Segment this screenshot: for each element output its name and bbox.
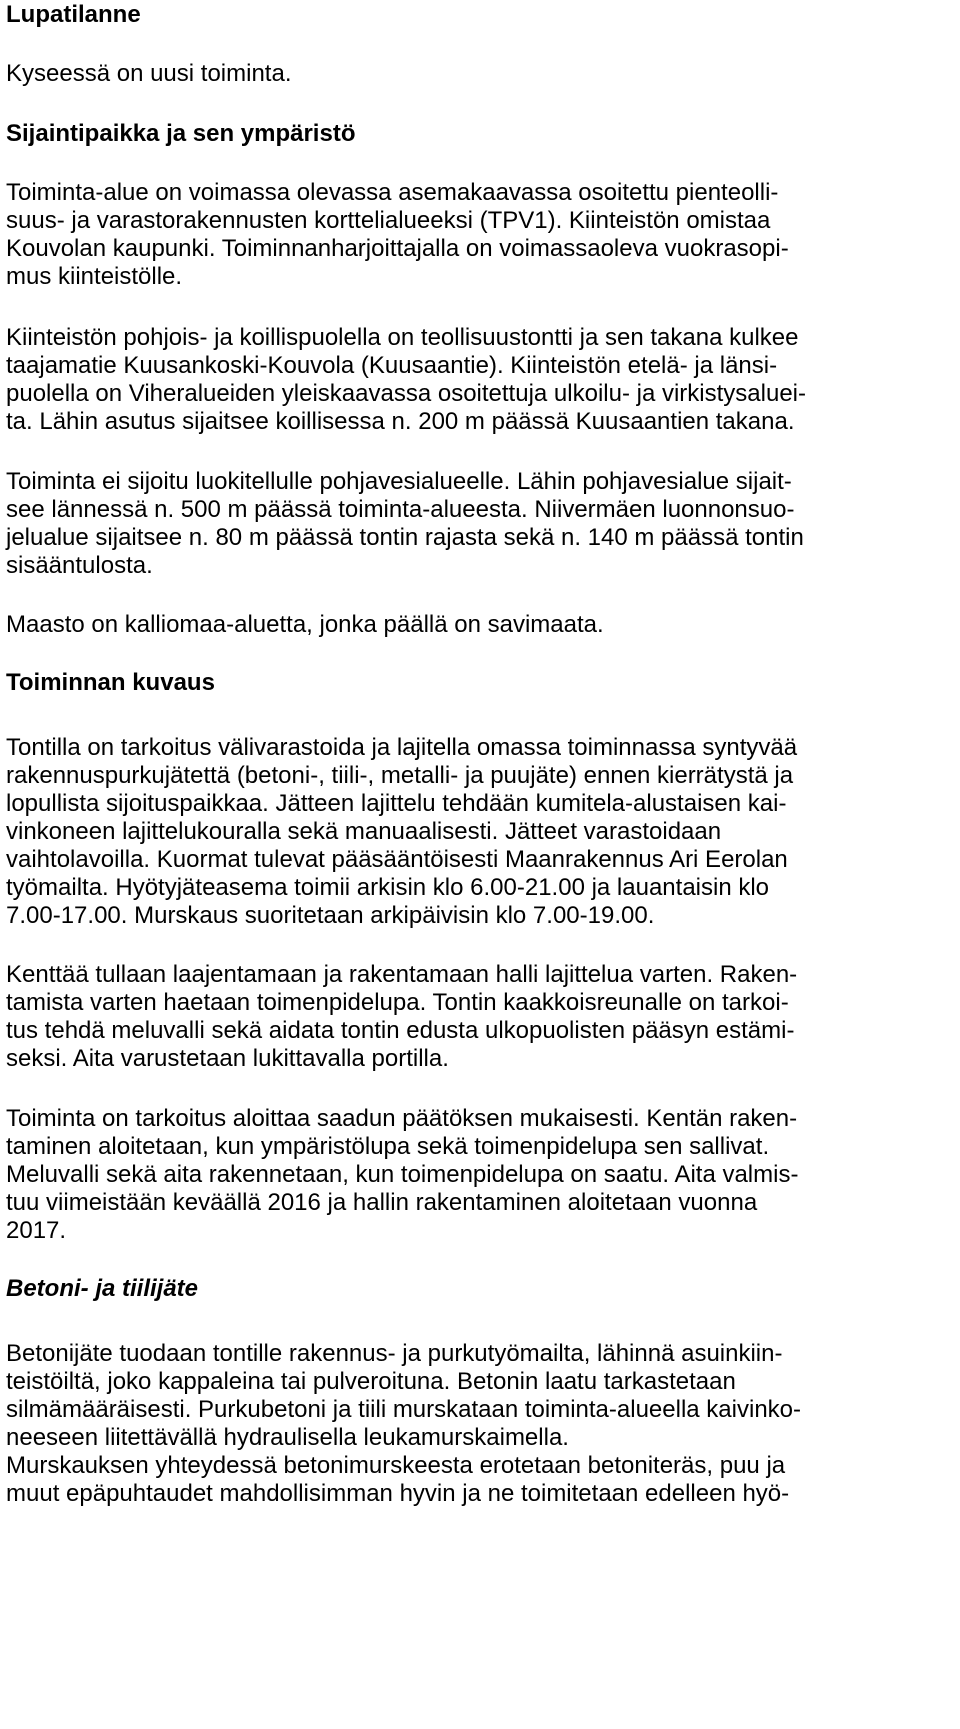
section-heading: Sijaintipaikka ja sen ympäristö — [6, 120, 356, 147]
paragraph-line: tuu viimeistään keväällä 2016 ja hallin rakentaminen aloitetaan vuonna — [6, 1189, 758, 1216]
paragraph-line: Kiinteistön pohjois- ja koillispuolella on teollisuustontti ja sen takana kulkee — [6, 324, 799, 351]
paragraph-line: vinkoneen lajittelukouralla sekä manuaalisesti. Jätteet varastoidaan — [6, 818, 722, 845]
paragraph-line: työmailta. Hyötyjäteasema toimii arkisin klo 6.00-21.00 ja lauantaisin klo — [6, 874, 770, 901]
paragraph-line: vaihtolavoilla. Kuormat tulevat pääsääntöisesti Maanrakennus Ari Eerolan — [6, 846, 788, 873]
paragraph-line: Kouvolan kaupunki. Toiminnanharjoittajalla on voimassaoleva vuokrasopi- — [6, 235, 789, 262]
paragraph-line: teistöiltä, joko kappaleina tai pulveroituna. Betonin laatu tarkastetaan — [6, 1368, 736, 1395]
section-heading: Toiminnan kuvaus — [6, 669, 215, 696]
paragraph-line: puolella on Viheralueiden yleiskaavassa osoitettuja ulkoilu- ja virkistysaluei- — [6, 380, 806, 407]
paragraph-line: seksi. Aita varustetaan lukittavalla portilla. — [6, 1045, 449, 1072]
paragraph-line: Toiminta ei sijoitu luokitellulle pohjavesialueelle. Lähin pohjavesialue sijait- — [6, 468, 792, 495]
paragraph-line: taajamatie Kuusankoski-Kouvola (Kuusaantie). Kiinteistön etelä- ja länsi- — [6, 352, 778, 379]
paragraph-line: tamista varten haetaan toimenpidelupa. Tontin kaakkoisreunalle on tarkoi- — [6, 989, 789, 1016]
paragraph-line: see lännessä n. 500 m päässä toiminta-alueesta. Niivermäen luonnonsuo- — [6, 496, 795, 523]
paragraph-line: 7.00-17.00. Murskaus suoritetaan arkipäivisin klo 7.00-19.00. — [6, 902, 655, 929]
paragraph-line: silmämääräisesti. Purkubetoni ja tiili murskataan toiminta-alueella kaivinko- — [6, 1396, 801, 1423]
paragraph-line: Meluvalli sekä aita rakennetaan, kun toimenpidelupa on saatu. Aita valmis- — [6, 1161, 799, 1188]
paragraph-line: Betonijäte tuodaan tontille rakennus- ja purkutyömailta, lähinnä asuinkiin- — [6, 1340, 783, 1367]
paragraph-line: 2017. — [6, 1217, 67, 1244]
paragraph-line: muut epäpuhtaudet mahdollisimman hyvin ja ne toimitetaan edelleen hyö- — [6, 1480, 790, 1507]
paragraph-line: neeseen liitettävällä hydraulisella leukamurskaimella. — [6, 1424, 569, 1451]
paragraph-line: taminen aloitetaan, kun ympäristölupa sekä toimenpidelupa sen sallivat. — [6, 1133, 770, 1160]
section-heading: Lupatilanne — [6, 1, 141, 28]
paragraph-line: jelualue sijaitsee n. 80 m päässä tontin rajasta sekä n. 140 m päässä tontin — [6, 524, 804, 551]
paragraph-line: ta. Lähin asutus sijaitsee koillisessa n. 200 m päässä Kuusaantien takana. — [6, 408, 795, 435]
paragraph-line: Murskauksen yhteydessä betonimurskeesta erotetaan betoniteräs, puu ja — [6, 1452, 786, 1479]
paragraph-line: Maasto on kalliomaa-aluetta, jonka päällä on savimaata. — [6, 611, 604, 638]
paragraph-line: Toiminta-alue on voimassa olevassa asemakaavassa osoitettu pienteolli- — [6, 179, 779, 206]
paragraph-line: Tontilla on tarkoitus välivarastoida ja lajitella omassa toiminnassa syntyvää — [6, 734, 798, 761]
paragraph-line: mus kiinteistölle. — [6, 263, 183, 290]
paragraph-line: rakennuspurkujätettä (betoni-, tiili-, metalli- ja puujäte) ennen kierrätystä ja — [6, 762, 794, 789]
paragraph-line: Toiminta on tarkoitus aloittaa saadun päätöksen mukaisesti. Kentän raken- — [6, 1105, 798, 1132]
paragraph-line: suus- ja varastorakennusten korttelialueeksi (TPV1). Kiinteistön omistaa — [6, 207, 771, 234]
paragraph-line: lopullista sijoituspaikkaa. Jätteen lajittelu tehdään kumitela-alustaisen kai- — [6, 790, 787, 817]
paragraph-line: sisääntulosta. — [6, 552, 153, 579]
paragraph-line: Kenttää tullaan laajentamaan ja rakentamaan halli lajittelua varten. Raken- — [6, 961, 798, 988]
paragraph-line: Kyseessä on uusi toiminta. — [6, 60, 292, 87]
subsection-heading: Betoni- ja tiilijäte — [6, 1275, 199, 1302]
paragraph-line: tus tehdä meluvalli sekä aidata tontin edusta ulkopuolisten pääsyn estämi- — [6, 1017, 795, 1044]
